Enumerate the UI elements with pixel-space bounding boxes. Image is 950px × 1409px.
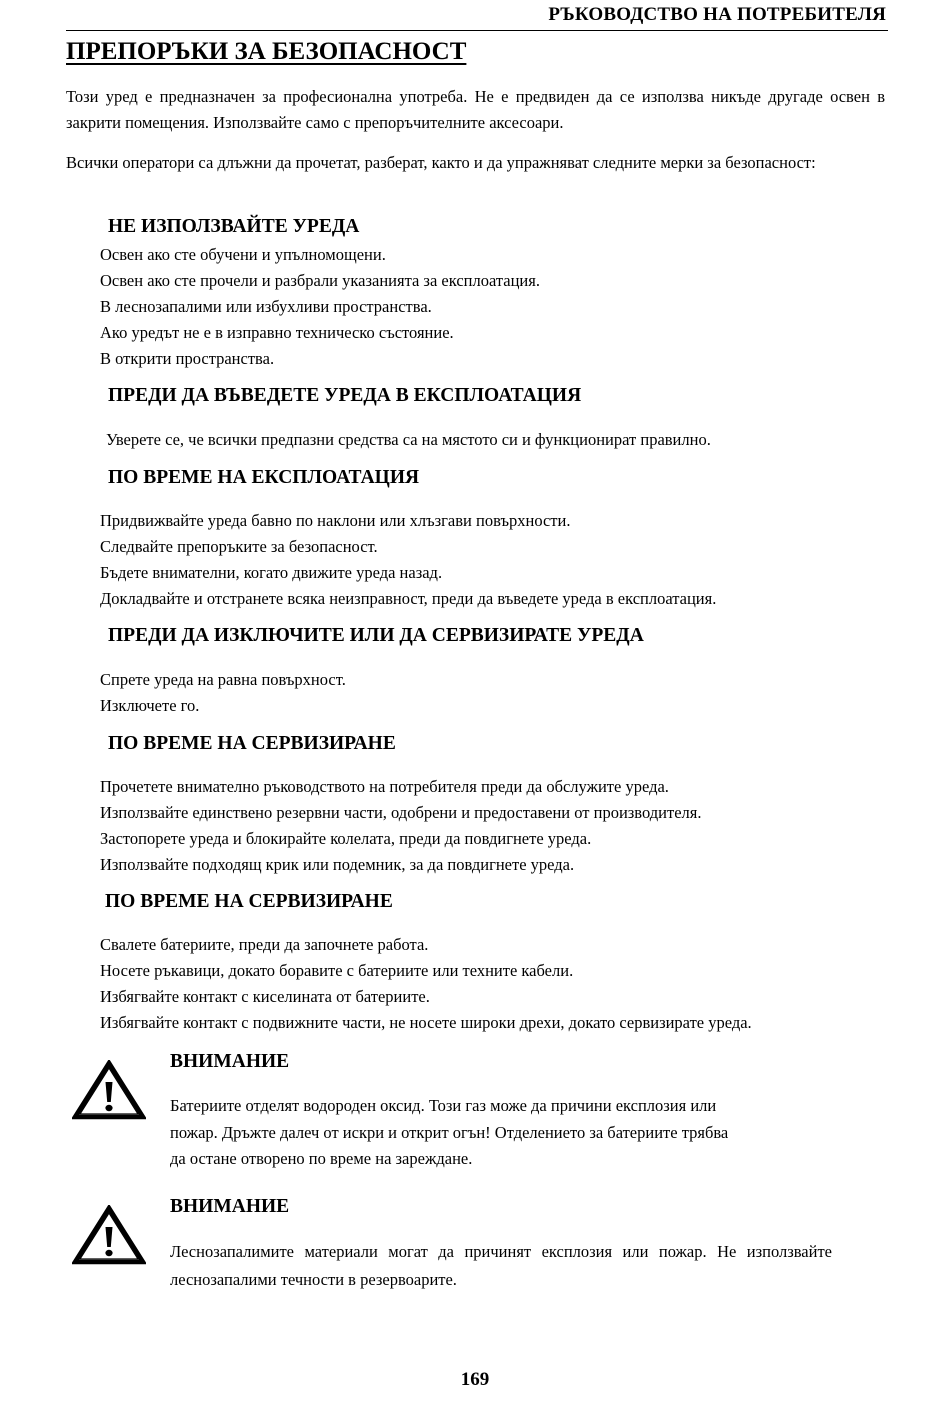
section-heading-during-service: ПО ВРЕМЕ НА СЕРВИЗИРАНЕ xyxy=(108,733,396,754)
section-heading-before-operation: ПРЕДИ ДА ВЪВЕДЕТЕ УРЕДА В ЕКСПЛОАТАЦИЯ xyxy=(108,385,582,406)
list-item: Освен ако сте обучени и упълномощени. xyxy=(100,245,386,264)
list-item: Ако уредът не е в изправно техническо състояние. xyxy=(100,323,454,342)
list-item: В открити пространства. xyxy=(100,349,275,368)
list-item: Използвайте единствено резервни части, одобрени и предоставени от производителя. xyxy=(100,803,702,822)
page-number: 169 xyxy=(460,1369,490,1390)
list-item: Спрете уреда на равна повърхност. xyxy=(100,670,346,689)
list-item: Избягвайте контакт с киселината от батериите. xyxy=(100,987,430,1006)
list-item: Изключете го. xyxy=(100,696,200,715)
section-list-during-service xyxy=(100,774,900,878)
section-list-do-not-use xyxy=(100,242,900,372)
warning-text xyxy=(170,1093,832,1173)
section-heading-do-not-use: НЕ ИЗПОЛЗВАЙТЕ УРЕДА xyxy=(108,216,360,237)
section-list-during-operation xyxy=(100,508,900,612)
list-item: В леснозапалими или избухливи пространства. xyxy=(100,297,432,316)
warning-text: Леснозапалимите материали могат да причинят експлозия или пожар. Не използвайте леснозапалими течности в резервоарите. xyxy=(170,1242,832,1289)
list-item: Придвижвайте уреда бавно по наклони или хлъзгави повърхности. xyxy=(100,511,571,530)
running-header xyxy=(66,0,888,31)
list-item: Следвайте препоръките за безопасност. xyxy=(100,537,378,556)
list-item: Докладвайте и отстранете всяка неизправност, преди да въведете уреда в експлоатация. xyxy=(100,589,717,608)
intro-paragraph-2: Всички оператори са длъжни да прочетат, разберат, както и да упражняват следните мерки за безопасност: xyxy=(66,153,816,172)
warning-triangle-icon xyxy=(72,1060,146,1120)
list-item: Уверете се, че всички предпазни средства са на мястото си и функционират правилно. xyxy=(106,430,711,449)
section-heading-during-operation: ПО ВРЕМЕ НА ЕКСПЛОАТАЦИЯ xyxy=(108,467,420,488)
page-title: ПРЕПОРЪКИ ЗА БЕЗОПАСНОСТ xyxy=(66,38,467,65)
section-list-before-shutdown xyxy=(100,667,900,719)
header-title: РЪКОВОДСТВО НА ПОТРЕБИТЕЛЯ xyxy=(548,4,886,25)
section-list-during-service-batteries xyxy=(100,932,900,1036)
list-item: Използвайте подходящ крик или подемник, за да повдигнете уреда. xyxy=(100,855,575,874)
warning-line: да остане отворено по време на зареждане. xyxy=(170,1149,473,1168)
list-item: Застопорете уреда и блокирайте колелата, преди да повдигнете уреда. xyxy=(100,829,592,848)
list-item: Носете ръкавици, докато боравите с батериите или техните кабели. xyxy=(100,961,574,980)
list-item: Прочетете внимателно ръководството на потребителя преди да обслужите уреда. xyxy=(100,777,669,796)
section-list-before-operation xyxy=(106,427,906,453)
intro-paragraph-1: Този уред е предназначен за професионална употреба. Не е предвиден да се използва никъде другаде освен в закрити помещения. Използвайте само с препоръчителните аксесоари. xyxy=(66,87,885,132)
section-heading-before-shutdown: ПРЕДИ ДА ИЗКЛЮЧИТЕ ИЛИ ДА СЕРВИЗИРАТЕ УРЕДА xyxy=(108,625,644,646)
warning-heading: ВНИМАНИЕ xyxy=(170,1051,290,1072)
warning-line: пожар. Дръжте далеч от искри и открит огън! Отделението за батериите трябва xyxy=(170,1122,729,1142)
section-heading-during-service-batteries: ПО ВРЕМЕ НА СЕРВИЗИРАНЕ xyxy=(105,891,393,912)
warning-line: Батериите отделят водороден оксид. Този газ може да причини експлозия или xyxy=(170,1096,717,1115)
warning-triangle-icon xyxy=(72,1205,146,1265)
list-item: Освен ако сте прочели и разбрали указанията за експлоатация. xyxy=(100,271,540,290)
list-item: Избягвайте контакт с подвижните части, не носете широки дрехи, докато сервизирате уреда. xyxy=(100,1013,752,1032)
list-item: Свалете батериите, преди да започнете работа. xyxy=(100,935,429,954)
list-item: Бъдете внимателни, когато движите уреда назад. xyxy=(100,563,443,582)
warning-heading: ВНИМАНИЕ xyxy=(170,1196,290,1217)
